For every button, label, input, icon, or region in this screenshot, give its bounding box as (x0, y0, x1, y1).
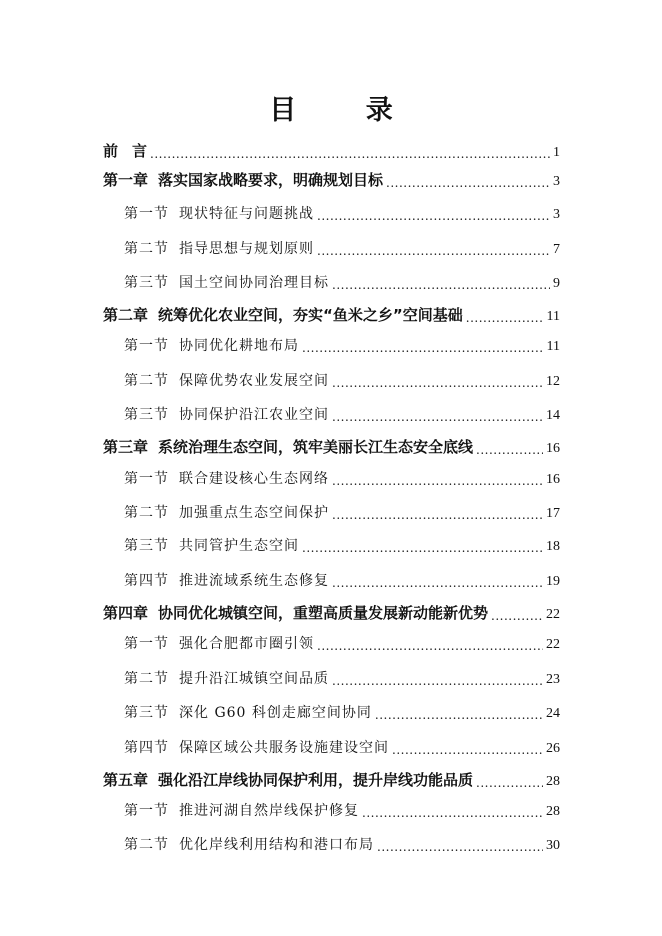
toc-chapter-title: 强化沿江岸线协同保护利用，提升岸线功能品质 (158, 771, 474, 789)
toc-section-num: 第二节 (124, 671, 169, 687)
toc-section-title: 联合建设核心生态网络 (179, 471, 329, 487)
toc-chapter-num: 第四章 (103, 604, 149, 622)
toc-page-number: 16 (546, 472, 560, 487)
toc-page-number: 3 (553, 207, 560, 222)
toc-title: 目 录 (269, 95, 423, 126)
toc-entry-section[interactable] (124, 500, 560, 522)
toc-page-number: 22 (546, 607, 560, 622)
toc-section-num: 第一节 (124, 803, 169, 819)
toc-entry-section[interactable] (124, 832, 560, 854)
toc-entry-section[interactable] (124, 568, 560, 590)
toc-entry-section[interactable] (124, 631, 560, 653)
toc-page-number: 28 (546, 804, 560, 819)
toc-page-number: 1 (553, 145, 560, 160)
toc-leader (392, 743, 543, 757)
toc-leader (302, 541, 543, 555)
toc-section-num: 第四节 (124, 573, 169, 589)
toc-leader (386, 176, 550, 190)
toc-page-number: 23 (546, 672, 560, 687)
toc-entry-section[interactable] (124, 466, 560, 488)
toc-entry-chapter[interactable] (103, 168, 560, 190)
toc-leader (476, 776, 543, 790)
toc-page-number: 9 (553, 276, 560, 291)
toc-entry-section[interactable] (124, 735, 560, 757)
toc-preface-num: 前 (103, 142, 133, 160)
toc-entry-section[interactable] (124, 201, 560, 223)
toc-chapter-title: 统筹优化农业空间，夯实“鱼米之乡”空间基础 (158, 306, 463, 324)
toc-chapter-num: 第一章 (103, 171, 149, 189)
toc-page-number: 24 (546, 706, 560, 721)
toc-section-title: 提升沿江城镇空间品质 (179, 671, 329, 687)
toc-leader (332, 278, 550, 292)
toc-section-num: 第二节 (124, 505, 169, 521)
toc-chapter-num: 第二章 (103, 306, 149, 324)
toc-page-number: 3 (553, 174, 560, 189)
toc-leader (317, 244, 550, 258)
toc-section-title: 优化岸线利用结构和港口布局 (179, 837, 374, 853)
toc-section-num: 第一节 (124, 471, 169, 487)
toc-entry-section[interactable] (124, 798, 560, 820)
toc-section-title: 深化 G60 科创走廊空间协同 (179, 705, 372, 721)
toc-section-num: 第四节 (124, 740, 169, 756)
toc-section-title: 推进河湖自然岸线保护修复 (179, 803, 359, 819)
toc-page-number: 28 (546, 774, 560, 789)
toc-entry-chapter[interactable] (103, 303, 560, 325)
toc-entry-chapter[interactable] (103, 435, 560, 457)
toc-entry-chapter[interactable] (103, 768, 560, 790)
toc-section-title: 保障优势农业发展空间 (179, 373, 329, 389)
toc-entry-section[interactable] (124, 533, 560, 555)
toc-chapter-title: 落实国家战略要求，明确规划目标 (158, 171, 384, 189)
toc-entry-section[interactable] (124, 333, 560, 355)
toc-leader (317, 639, 543, 653)
toc-section-title: 指导思想与规划原则 (179, 241, 314, 257)
toc-chapter-num: 第三章 (103, 438, 149, 456)
toc-page-number: 26 (546, 741, 560, 756)
toc-leader (476, 443, 543, 457)
toc-leader (332, 576, 543, 590)
toc-chapter-num: 第五章 (103, 771, 149, 789)
toc-page-number: 16 (546, 441, 560, 456)
toc-section-num: 第三节 (124, 275, 169, 291)
toc-entry-preface[interactable] (103, 139, 560, 161)
toc-page-number: 22 (546, 637, 560, 652)
toc-entry-section[interactable] (124, 666, 560, 688)
toc-section-title: 现状特征与问题挑战 (179, 206, 314, 222)
toc-page-number: 12 (546, 374, 560, 389)
toc-section-title: 共同管护生态空间 (179, 538, 299, 554)
toc-leader (332, 376, 543, 390)
toc-leader (332, 674, 543, 688)
toc-section-num: 第三节 (124, 407, 169, 423)
toc-section-title: 推进流域系统生态修复 (179, 573, 329, 589)
toc-page-number: 7 (553, 242, 560, 257)
toc-section-num: 第一节 (124, 206, 169, 222)
toc-chapter-title: 系统治理生态空间，筑牢美丽长江生态安全底线 (158, 438, 474, 456)
toc-chapter-title: 协同优化城镇空间，重塑高质量发展新动能新优势 (158, 604, 489, 622)
toc-leader (332, 410, 543, 424)
toc-page-number: 19 (546, 574, 560, 589)
toc-page-number: 11 (546, 339, 560, 354)
toc-leader (377, 840, 543, 854)
toc-section-title: 协同优化耕地布局 (179, 338, 299, 354)
toc-section-title: 保障区域公共服务设施建设空间 (179, 740, 389, 756)
toc-leader (332, 474, 543, 488)
toc-section-num: 第一节 (124, 338, 169, 354)
toc-section-num: 第三节 (124, 705, 169, 721)
toc-entry-section[interactable] (124, 368, 560, 390)
toc-section-title: 强化合肥都市圈引领 (179, 636, 314, 652)
toc-leader (466, 311, 544, 325)
toc-page-number: 17 (546, 506, 560, 521)
toc-entry-section[interactable] (124, 270, 560, 292)
toc-page-number: 11 (546, 309, 560, 324)
toc-section-title: 国土空间协同治理目标 (179, 275, 329, 291)
toc-section-num: 第三节 (124, 538, 169, 554)
toc-page-number: 14 (546, 408, 560, 423)
toc-section-num: 第二节 (124, 373, 169, 389)
toc-leader (375, 708, 543, 722)
toc-page-number: 18 (546, 539, 560, 554)
toc-page-number: 30 (546, 838, 560, 853)
toc-entry-section[interactable] (124, 402, 560, 424)
toc-section-title: 协同保护沿江农业空间 (179, 407, 329, 423)
toc-leader (317, 209, 550, 223)
toc-section-num: 第一节 (124, 636, 169, 652)
toc-entry-section[interactable] (124, 236, 560, 258)
toc-leader (302, 341, 544, 355)
toc-preface-label: 言 (132, 142, 148, 160)
toc-section-num: 第二节 (124, 837, 169, 853)
toc-leader (332, 508, 543, 522)
toc-leader (150, 147, 550, 161)
toc-section-num: 第二节 (124, 241, 169, 257)
toc-entry-section[interactable] (124, 700, 560, 722)
toc-leader (362, 806, 543, 820)
toc-section-title: 加强重点生态空间保护 (179, 505, 329, 521)
toc-entry-chapter[interactable] (103, 601, 560, 623)
toc-leader (491, 609, 543, 623)
